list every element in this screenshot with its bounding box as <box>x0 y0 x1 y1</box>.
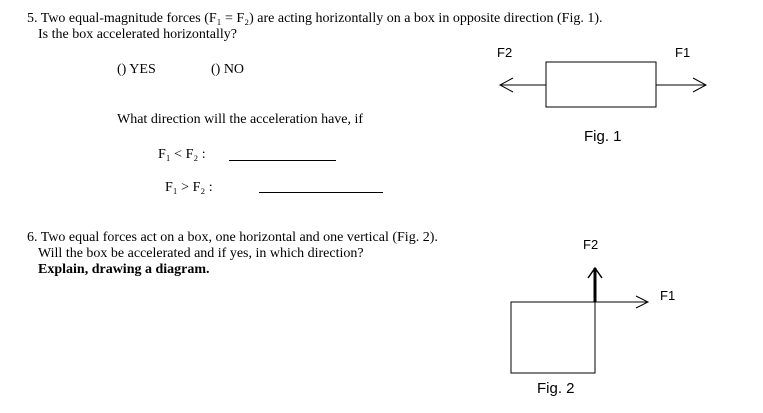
question-5-line1-text: Two equal-magnitude forces (F₁ = F₂) are acting horizontally on a box in opposite direction (Fig. 1). <box>40 11 603 26</box>
fig1-box <box>546 62 656 107</box>
case-f1-less-f2-label: F₁ < F₂ : <box>158 147 206 162</box>
option-yes[interactable]: () YES <box>117 62 156 77</box>
question-6-line2: Will the box be accelerated and if yes, in which direction? <box>38 246 364 261</box>
fig1-f1-label: F1 <box>675 45 691 60</box>
direction-prompt: What direction will the acceleration have, if <box>117 112 364 127</box>
case-f1-greater-f2-label: F₁ > F₂ : <box>165 180 213 195</box>
question-6-line3: Explain, drawing a diagram. <box>38 262 210 277</box>
fig2-box <box>511 302 595 373</box>
fig1-caption: Fig. 1 <box>584 128 622 145</box>
question-6-line1-text: Two equal forces act on a box, one horizontal and one vertical (Fig. 2). <box>40 230 438 245</box>
question-6-number: 6. <box>27 230 38 245</box>
question-5-line2: Is the box accelerated horizontally? <box>38 27 238 42</box>
fig2-caption: Fig. 2 <box>537 380 575 397</box>
question-5-number: 5. <box>27 11 38 26</box>
fig1-f2-label: F2 <box>497 45 513 60</box>
fig2-f2-label: F2 <box>583 237 599 252</box>
fig2-f1-label: F1 <box>660 288 676 303</box>
option-no[interactable]: () NO <box>211 62 245 77</box>
